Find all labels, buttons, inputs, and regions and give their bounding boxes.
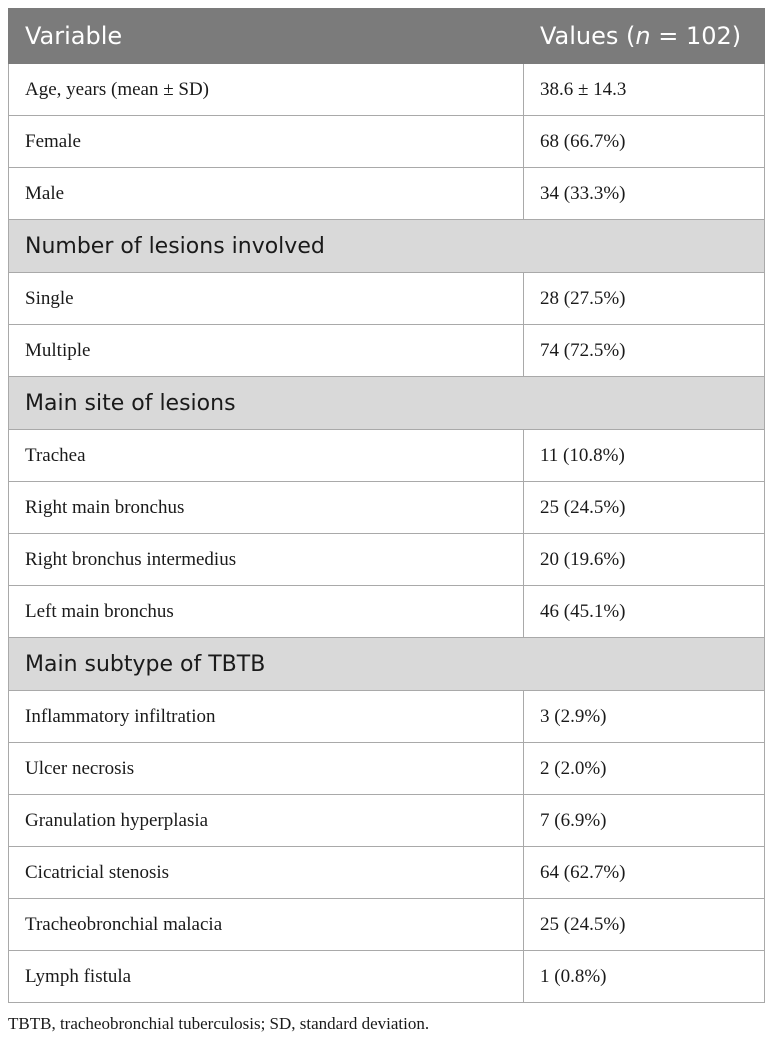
variable-cell: Age, years (mean ± SD) [9,64,524,116]
variable-cell: Right main bronchus [9,482,524,534]
variable-cell: Multiple [9,325,524,377]
variable-cell: Single [9,273,524,325]
variable-cell: Lymph fistula [9,951,524,1003]
variable-cell: Granulation hyperplasia [9,795,524,847]
table-row [9,847,765,899]
section-header-row [9,638,765,691]
table-row [9,325,765,377]
variable-cell: Inflammatory infiltration [9,691,524,743]
table-row [9,586,765,638]
section-header-row [9,377,765,430]
value-cell: 68 (66.7%) [524,116,765,168]
table-footnote: TBTB, tracheobronchial tuberculosis; SD, standard deviation. [8,1014,430,1033]
header-values-n: n [635,22,651,50]
table-row [9,899,765,951]
table-row [9,534,765,586]
value-cell: 1 (0.8%) [524,951,765,1003]
header-values [524,9,765,64]
variable-cell: Trachea [9,430,524,482]
variable-cell: Right bronchus intermedius [9,534,524,586]
value-cell: 3 (2.9%) [524,691,765,743]
value-cell: 2 (2.0%) [524,743,765,795]
table-row [9,691,765,743]
table-row [9,743,765,795]
variable-cell: Ulcer necrosis [9,743,524,795]
section-header-row [9,220,765,273]
header-variable: Variable [9,9,524,64]
table-row [9,951,765,1003]
variable-cell: Cicatricial stenosis [9,847,524,899]
variable-cell: Left main bronchus [9,586,524,638]
table-row [9,273,765,325]
value-cell: 38.6 ± 14.3 [524,64,765,116]
value-cell: 7 (6.9%) [524,795,765,847]
section-label: Main site of lesions [9,377,765,430]
table-row [9,168,765,220]
value-cell: 25 (24.5%) [524,482,765,534]
header-values-prefix: Values ( [540,22,636,50]
value-cell: 20 (19.6%) [524,534,765,586]
table-row [9,64,765,116]
table-row [9,482,765,534]
value-cell: 28 (27.5%) [524,273,765,325]
value-cell: 34 (33.3%) [524,168,765,220]
section-label: Number of lesions involved [9,220,765,273]
table-row [9,116,765,168]
header-values-suffix: = 102) [650,22,742,50]
variable-cell: Tracheobronchial malacia [9,899,524,951]
table-header-row [9,9,765,64]
value-cell: 46 (45.1%) [524,586,765,638]
value-cell: 74 (72.5%) [524,325,765,377]
table-row [9,795,765,847]
value-cell: 64 (62.7%) [524,847,765,899]
value-cell: 11 (10.8%) [524,430,765,482]
variable-cell: Male [9,168,524,220]
value-cell: 25 (24.5%) [524,899,765,951]
variable-cell: Female [9,116,524,168]
characteristics-table [8,8,765,1003]
table-body [9,64,765,1003]
data-table-container [8,8,764,1003]
section-label: Main subtype of TBTB [9,638,765,691]
table-row [9,430,765,482]
